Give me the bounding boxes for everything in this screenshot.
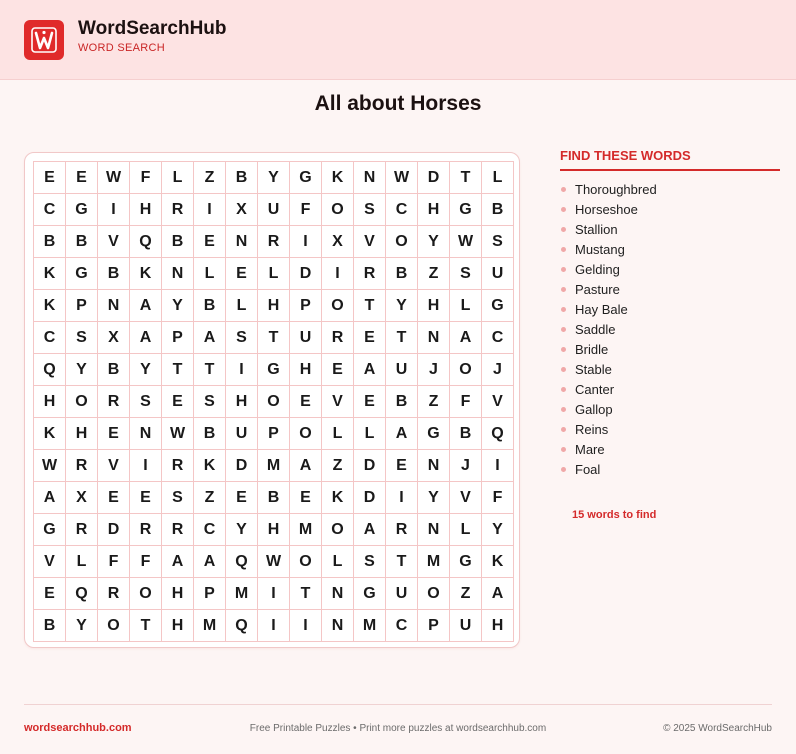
grid-cell[interactable]: R (258, 226, 290, 258)
grid-cell[interactable]: U (386, 578, 418, 610)
word-list-item (560, 359, 657, 379)
grid-cell[interactable]: Z (322, 450, 354, 482)
grid-cell[interactable]: U (386, 354, 418, 386)
grid-cell[interactable]: Y (66, 610, 98, 642)
grid-cell[interactable]: Z (194, 162, 226, 194)
grid-cell[interactable]: E (322, 354, 354, 386)
word-label: Hay Bale (575, 301, 628, 317)
grid-cell[interactable]: I (226, 354, 258, 386)
grid-cell[interactable]: N (322, 578, 354, 610)
grid-cell[interactable]: W (162, 418, 194, 450)
grid-cell[interactable]: J (450, 450, 482, 482)
grid-cell[interactable]: X (322, 226, 354, 258)
bullet-dot-icon (561, 247, 566, 252)
word-label: Foal (575, 461, 601, 477)
grid-cell[interactable]: E (66, 162, 98, 194)
grid-cell[interactable]: G (34, 514, 66, 546)
grid-cell[interactable]: R (130, 514, 162, 546)
grid-cell[interactable]: V (482, 386, 514, 418)
grid-cell[interactable]: H (258, 290, 290, 322)
grid-cell[interactable]: M (354, 610, 386, 642)
grid-cell[interactable]: I (258, 578, 290, 610)
grid-cell[interactable]: S (226, 322, 258, 354)
grid-cell[interactable]: B (98, 258, 130, 290)
grid-cell[interactable]: L (162, 162, 194, 194)
grid-cell[interactable]: B (66, 226, 98, 258)
grid-cell[interactable]: T (386, 322, 418, 354)
grid-cell[interactable]: H (258, 514, 290, 546)
brand-name[interactable]: WordSearchHub (78, 18, 227, 39)
grid-cell[interactable]: W (98, 162, 130, 194)
grid-cell[interactable]: E (226, 482, 258, 514)
grid-cell[interactable]: F (290, 194, 322, 226)
grid-cell[interactable]: P (290, 290, 322, 322)
grid-cell[interactable]: S (354, 194, 386, 226)
grid-cell[interactable]: O (418, 578, 450, 610)
grid-cell[interactable]: L (226, 290, 258, 322)
bullet-dot-icon (561, 227, 566, 232)
grid-cell[interactable]: F (450, 386, 482, 418)
grid-cell[interactable]: Q (34, 354, 66, 386)
grid-cell[interactable]: K (34, 258, 66, 290)
word-label: Horseshoe (575, 201, 638, 217)
word-list (560, 179, 657, 479)
grid-cell[interactable]: A (386, 418, 418, 450)
grid-cell[interactable]: Y (130, 354, 162, 386)
grid-cell[interactable]: O (322, 514, 354, 546)
word-label: Stable (575, 361, 612, 377)
grid-cell[interactable]: I (130, 450, 162, 482)
grid-cell[interactable]: T (386, 546, 418, 578)
puzzle-title: All about Horses (314, 92, 482, 115)
grid-cell[interactable]: B (386, 258, 418, 290)
grid-cell[interactable]: E (162, 386, 194, 418)
grid-cell[interactable]: I (258, 610, 290, 642)
puzzle-grid-card (24, 152, 520, 648)
grid-cell[interactable]: O (130, 578, 162, 610)
grid-cell[interactable]: L (354, 418, 386, 450)
grid-cell[interactable]: H (34, 386, 66, 418)
bullet-dot-icon (561, 207, 566, 212)
word-list-item (560, 419, 657, 439)
word-label: Mare (575, 441, 605, 457)
grid-cell[interactable]: L (450, 514, 482, 546)
word-count: 15 words to find (572, 509, 657, 521)
grid-cell[interactable]: A (482, 578, 514, 610)
word-label: Bridle (575, 341, 609, 357)
grid-cell[interactable]: D (354, 450, 386, 482)
word-list-item (560, 199, 657, 219)
grid-cell[interactable]: S (482, 226, 514, 258)
bullet-dot-icon (561, 287, 566, 292)
grid-cell[interactable]: A (450, 322, 482, 354)
grid-cell[interactable]: A (194, 322, 226, 354)
grid-cell[interactable]: Y (66, 354, 98, 386)
grid-cell[interactable]: Z (418, 386, 450, 418)
grid-cell[interactable]: W (34, 450, 66, 482)
word-list-item (560, 459, 657, 479)
grid-cell[interactable]: E (34, 578, 66, 610)
grid-cell[interactable]: B (450, 418, 482, 450)
grid-cell[interactable]: G (482, 290, 514, 322)
grid-cell[interactable]: H (162, 610, 194, 642)
grid-cell[interactable]: E (226, 258, 258, 290)
grid-cell[interactable]: N (418, 322, 450, 354)
grid-cell[interactable]: W (450, 226, 482, 258)
bullet-dot-icon (561, 347, 566, 352)
grid-cell[interactable]: N (354, 162, 386, 194)
bullet-dot-icon (561, 427, 566, 432)
grid-cell[interactable]: E (130, 482, 162, 514)
grid-cell[interactable]: R (66, 514, 98, 546)
words-heading: FIND THESE WORDS (560, 148, 780, 171)
word-list-item (560, 399, 657, 419)
grid-cell[interactable]: C (194, 514, 226, 546)
word-list-item (560, 379, 657, 399)
grid-cell[interactable]: V (354, 226, 386, 258)
grid-cell[interactable]: M (194, 610, 226, 642)
grid-cell[interactable]: R (162, 194, 194, 226)
word-label: Canter (575, 381, 615, 397)
grid-cell[interactable]: X (98, 322, 130, 354)
grid-cell[interactable]: D (226, 450, 258, 482)
grid-cell[interactable]: Y (226, 514, 258, 546)
grid-cell[interactable]: Y (258, 162, 290, 194)
grid-cell[interactable]: B (98, 354, 130, 386)
grid-cell[interactable]: P (162, 322, 194, 354)
grid-cell[interactable]: G (418, 418, 450, 450)
grid-cell[interactable]: O (258, 386, 290, 418)
grid-cell[interactable]: G (66, 258, 98, 290)
grid-cell[interactable]: T (450, 162, 482, 194)
grid-cell[interactable]: Z (450, 578, 482, 610)
grid-cell[interactable]: E (386, 450, 418, 482)
grid-cell[interactable]: A (354, 514, 386, 546)
grid-cell[interactable]: E (98, 482, 130, 514)
grid-cell[interactable]: Y (482, 514, 514, 546)
grid-cell[interactable]: D (418, 162, 450, 194)
grid-cell[interactable]: M (290, 514, 322, 546)
grid-cell[interactable]: O (66, 386, 98, 418)
grid-cell[interactable]: U (482, 258, 514, 290)
grid-cell[interactable]: K (130, 258, 162, 290)
grid-cell[interactable]: G (450, 194, 482, 226)
grid-cell[interactable]: V (450, 482, 482, 514)
grid-cell[interactable]: T (290, 578, 322, 610)
grid-cell[interactable]: E (354, 386, 386, 418)
grid-cell[interactable]: U (290, 322, 322, 354)
grid-cell[interactable]: L (258, 258, 290, 290)
grid-cell[interactable]: N (322, 610, 354, 642)
grid-cell[interactable]: N (130, 418, 162, 450)
grid-cell[interactable]: N (226, 226, 258, 258)
grid-cell[interactable]: K (34, 290, 66, 322)
grid-cell[interactable]: H (66, 418, 98, 450)
grid-cell[interactable]: O (322, 290, 354, 322)
grid-cell[interactable]: Y (418, 226, 450, 258)
grid-cell[interactable]: O (386, 226, 418, 258)
grid-cell[interactable]: E (290, 386, 322, 418)
grid-cell[interactable]: H (130, 194, 162, 226)
grid-cell[interactable]: Q (482, 418, 514, 450)
grid-cell[interactable]: E (34, 162, 66, 194)
grid-cell[interactable]: S (66, 322, 98, 354)
grid-cell[interactable]: M (258, 450, 290, 482)
bullet-dot-icon (561, 407, 566, 412)
grid-cell[interactable]: P (66, 290, 98, 322)
grid-cell[interactable]: F (130, 162, 162, 194)
grid-cell[interactable]: Q (226, 546, 258, 578)
grid-cell[interactable]: J (418, 354, 450, 386)
grid-cell[interactable]: A (290, 450, 322, 482)
grid-cell[interactable]: Z (194, 482, 226, 514)
grid-cell[interactable]: R (98, 386, 130, 418)
grid-cell[interactable]: G (354, 578, 386, 610)
grid-cell[interactable]: R (162, 450, 194, 482)
grid-cell[interactable]: R (162, 514, 194, 546)
grid-cell[interactable]: G (66, 194, 98, 226)
grid-cell[interactable]: X (66, 482, 98, 514)
bullet-dot-icon (561, 267, 566, 272)
brand-subtitle: WORD SEARCH (78, 42, 166, 54)
word-label: Stallion (575, 221, 618, 237)
grid-cell[interactable]: I (194, 194, 226, 226)
grid-cell[interactable]: B (386, 386, 418, 418)
grid-cell[interactable]: A (162, 546, 194, 578)
footer-divider (24, 704, 772, 705)
grid-cell[interactable]: T (194, 354, 226, 386)
word-list-item (560, 319, 657, 339)
grid-cell[interactable]: F (130, 546, 162, 578)
grid-cell[interactable]: T (258, 322, 290, 354)
word-list-item (560, 259, 657, 279)
word-list-item (560, 239, 657, 259)
grid-cell[interactable]: V (322, 386, 354, 418)
grid-cell[interactable]: I (482, 450, 514, 482)
grid-cell[interactable]: K (194, 450, 226, 482)
grid-cell[interactable]: S (450, 258, 482, 290)
grid-cell[interactable]: B (162, 226, 194, 258)
grid-cell[interactable]: N (98, 290, 130, 322)
grid-cell[interactable]: W (258, 546, 290, 578)
grid-cell[interactable]: L (450, 290, 482, 322)
grid-cell[interactable]: V (98, 450, 130, 482)
grid-cell[interactable]: L (322, 418, 354, 450)
grid-cell[interactable]: K (482, 546, 514, 578)
grid-cell[interactable]: D (98, 514, 130, 546)
grid-cell[interactable]: M (418, 546, 450, 578)
bullet-dot-icon (561, 387, 566, 392)
grid-cell[interactable]: L (194, 258, 226, 290)
bullet-dot-icon (561, 367, 566, 372)
grid-cell[interactable]: E (194, 226, 226, 258)
grid-cell[interactable]: B (34, 610, 66, 642)
grid-cell[interactable]: B (194, 418, 226, 450)
grid-cell[interactable]: E (98, 418, 130, 450)
grid-cell[interactable]: F (98, 546, 130, 578)
grid-cell[interactable]: X (226, 194, 258, 226)
grid-cell[interactable]: K (322, 162, 354, 194)
grid-cell[interactable]: Y (162, 290, 194, 322)
grid-cell[interactable]: A (194, 546, 226, 578)
grid-cell[interactable]: A (34, 482, 66, 514)
grid-cell[interactable]: O (450, 354, 482, 386)
grid-cell[interactable]: G (290, 162, 322, 194)
grid-cell[interactable]: S (194, 386, 226, 418)
grid-cell[interactable]: T (130, 610, 162, 642)
grid-cell[interactable]: H (418, 290, 450, 322)
grid-cell[interactable]: E (290, 482, 322, 514)
grid-cell[interactable]: J (482, 354, 514, 386)
grid-cell[interactable]: P (258, 418, 290, 450)
grid-cell[interactable]: L (482, 162, 514, 194)
word-label: Pasture (575, 281, 620, 297)
grid-cell[interactable]: N (162, 258, 194, 290)
grid-cell[interactable]: Y (386, 290, 418, 322)
grid-cell[interactable]: P (418, 610, 450, 642)
grid-cell[interactable]: Q (226, 610, 258, 642)
letter-grid (33, 161, 514, 642)
grid-cell[interactable]: I (290, 610, 322, 642)
grid-cell[interactable]: R (98, 578, 130, 610)
bullet-dot-icon (561, 307, 566, 312)
grid-cell[interactable]: S (130, 386, 162, 418)
word-list-item (560, 299, 657, 319)
grid-cell[interactable]: R (322, 322, 354, 354)
grid-cell[interactable]: V (98, 226, 130, 258)
grid-cell[interactable]: I (322, 258, 354, 290)
grid-cell[interactable]: T (354, 290, 386, 322)
grid-cell[interactable]: S (162, 482, 194, 514)
grid-cell[interactable]: S (354, 546, 386, 578)
grid-cell[interactable]: B (194, 290, 226, 322)
grid-cell[interactable]: O (290, 546, 322, 578)
w-logo-icon[interactable] (24, 20, 64, 60)
grid-cell[interactable]: O (322, 194, 354, 226)
grid-cell[interactable]: Z (418, 258, 450, 290)
grid-cell[interactable]: N (418, 514, 450, 546)
grid-cell[interactable]: H (482, 610, 514, 642)
word-label: Thoroughbred (575, 181, 657, 197)
grid-cell[interactable]: G (258, 354, 290, 386)
grid-cell[interactable]: B (34, 226, 66, 258)
grid-cell[interactable]: T (162, 354, 194, 386)
grid-cell[interactable]: L (322, 546, 354, 578)
grid-cell[interactable]: G (450, 546, 482, 578)
grid-cell[interactable]: I (290, 226, 322, 258)
grid-cell[interactable]: I (386, 482, 418, 514)
site-header (0, 0, 796, 80)
grid-cell[interactable]: F (482, 482, 514, 514)
footer-copyright: © 2025 WordSearchHub (663, 723, 772, 734)
grid-cell[interactable]: K (322, 482, 354, 514)
grid-cell[interactable]: Y (418, 482, 450, 514)
word-label: Gallop (575, 401, 613, 417)
footer-tagline: Free Printable Puzzles • Print more puzzles at wordsearchhub.com (249, 723, 547, 734)
grid-cell[interactable]: C (34, 322, 66, 354)
grid-cell[interactable]: H (290, 354, 322, 386)
grid-cell[interactable]: B (482, 194, 514, 226)
footer-site-link[interactable]: wordsearchhub.com (24, 722, 132, 734)
word-list-item (560, 439, 657, 459)
word-label: Saddle (575, 321, 616, 337)
grid-cell[interactable]: A (130, 322, 162, 354)
grid-cell[interactable]: K (34, 418, 66, 450)
grid-cell[interactable]: B (226, 162, 258, 194)
grid-cell[interactable]: C (386, 194, 418, 226)
grid-cell[interactable]: U (450, 610, 482, 642)
grid-cell[interactable]: U (258, 194, 290, 226)
grid-cell[interactable]: A (130, 290, 162, 322)
grid-cell[interactable]: D (290, 258, 322, 290)
bullet-dot-icon (561, 187, 566, 192)
grid-cell[interactable]: Q (130, 226, 162, 258)
grid-cell[interactable]: A (354, 354, 386, 386)
word-label: Reins (575, 421, 609, 437)
word-list-item (560, 179, 657, 199)
word-list-item (560, 279, 657, 299)
grid-cell[interactable]: W (386, 162, 418, 194)
word-list-item (560, 339, 657, 359)
grid-cell[interactable]: C (482, 322, 514, 354)
grid-cell[interactable]: D (354, 482, 386, 514)
grid-cell[interactable]: H (418, 194, 450, 226)
grid-cell[interactable]: M (226, 578, 258, 610)
grid-cell[interactable]: R (354, 258, 386, 290)
grid-cell[interactable]: R (386, 514, 418, 546)
grid-cell[interactable]: I (98, 194, 130, 226)
word-label: Gelding (575, 261, 620, 277)
grid-cell[interactable]: C (34, 194, 66, 226)
grid-cell[interactable]: C (386, 610, 418, 642)
grid-cell[interactable]: P (194, 578, 226, 610)
bullet-dot-icon (561, 447, 566, 452)
grid-cell[interactable]: U (226, 418, 258, 450)
grid-cell[interactable]: H (226, 386, 258, 418)
grid-cell[interactable]: H (162, 578, 194, 610)
word-list-item (560, 219, 657, 239)
grid-cell[interactable]: R (66, 450, 98, 482)
grid-cell[interactable]: N (418, 450, 450, 482)
grid-cell[interactable]: O (290, 418, 322, 450)
grid-cell[interactable]: O (98, 610, 130, 642)
bullet-dot-icon (561, 467, 566, 472)
word-label: Mustang (575, 241, 625, 257)
grid-cell[interactable]: E (354, 322, 386, 354)
grid-cell[interactable]: B (258, 482, 290, 514)
grid-cell[interactable]: V (34, 546, 66, 578)
grid-cell[interactable]: L (66, 546, 98, 578)
bullet-dot-icon (561, 327, 566, 332)
grid-cell[interactable]: Q (66, 578, 98, 610)
